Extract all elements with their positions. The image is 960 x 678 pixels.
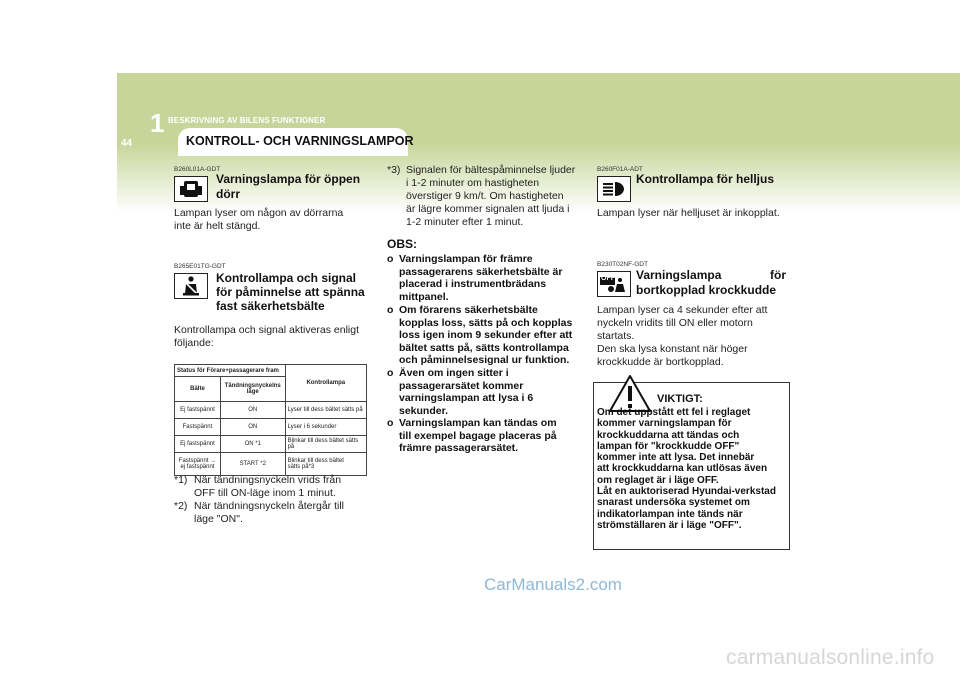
footnote-3-line: är lägre kommer signalen att ljuda i [406, 203, 570, 215]
obs-line: främre passagerarsätet. [399, 442, 519, 455]
table-row [175, 402, 367, 419]
door-open-icon [174, 176, 208, 202]
warning-line: krockkuddarna att tändas och [597, 429, 740, 441]
obs-title: OBS: [387, 237, 417, 251]
chapter-title: BESKRIVNING AV BILENS FUNKTIONER [168, 116, 326, 125]
footnote-1-marker: *1) [174, 474, 188, 486]
table-cell-belt [175, 453, 221, 476]
chapter-number: 1 [150, 108, 165, 138]
table-cell-belt: Ej fastspännt [175, 402, 221, 419]
warning-text [597, 407, 785, 531]
door-heading-line1: Varningslampa för öppen [216, 172, 361, 186]
table-col-key [220, 377, 285, 402]
obs-line: Varningslampan för främre [399, 253, 533, 265]
footnote-2-marker: *2) [174, 500, 188, 512]
belt-heading-line1: Kontrollampa och signal [216, 271, 357, 285]
airbag-body-line: Den ska lysa konstant när höger [597, 343, 748, 355]
warning-line: om reglaget är i läge OFF. [597, 474, 719, 486]
obs-item-3 [387, 367, 577, 417]
obs-line: Varningslampan kan tändas om [399, 417, 557, 429]
footnote-1-line2: OFF till ON-läge inom 1 minut. [194, 487, 336, 499]
obs-item-1 [387, 253, 577, 303]
table-col-belt: Bälte [175, 377, 221, 402]
airbag-body-line: Lampan lyser ca 4 sekunder efter att [597, 304, 768, 316]
footnote-3-marker: *3) [387, 164, 401, 176]
belt-heading-line3: fast säkerhetsbälte [216, 299, 325, 313]
table-cell-lamp: Blinkar till dess bältet sätts på [285, 436, 366, 453]
airbag-body-line: nyckeln vridits till ON eller motorn [597, 317, 753, 329]
obs-line: mittpanel. [399, 290, 449, 303]
table-group-header: Status för Förare+passagerare fram [175, 365, 286, 377]
table-col-key-line2: läge [246, 389, 259, 395]
obs-line: passagerarsätet kommer [399, 379, 524, 392]
airbag-heading-line1: Varningslampa för [636, 268, 786, 282]
headlight-heading: Kontrollampa för helljus [636, 172, 775, 186]
section-title: KONTROLL- OCH VARNINGSLAMPOR [186, 134, 414, 148]
obs-item-2 [387, 304, 577, 367]
warning-line: strömställaren är i läge "OFF". [597, 519, 742, 531]
footnote-3-line: överstiger 9 km/t. Om hastigheten [406, 190, 564, 202]
warning-line: kommer varningslampan för [597, 418, 732, 430]
obs-line: Även om ingen sitter i [399, 367, 509, 379]
footnote-3-line: 1-2 minuter efter 1 minut. [406, 216, 524, 228]
table-cell-belt: Ej fastspännt [175, 436, 221, 453]
table-col-lamp: Kontrollampa [285, 365, 366, 402]
warning-line: indikatorlampan inte tänds när [597, 508, 743, 520]
warning-line: Låt en auktoriserad Hyundai-verkstad [597, 486, 776, 498]
belt-section-code: B265E01TG-GDT [174, 263, 226, 270]
obs-line: bältet satts på, sätts kontrollampa [399, 341, 569, 354]
airbag-section-code: B230T02NF-GDT [597, 261, 648, 268]
footnote-1-line1: När tändningsnyckeln vrids från [194, 474, 342, 486]
table-cell-belt-line2: ej fastspännt [180, 464, 215, 470]
warning-line: kommer inte att lysa. Det innebär [597, 452, 755, 464]
seatbelt-icon [174, 273, 208, 299]
obs-item-4 [387, 417, 577, 455]
bullet: o [387, 253, 394, 265]
obs-line: och påminnelsesignal ur funktion. [399, 354, 570, 367]
airbag-heading-line2: bortkopplad krockkudde [636, 283, 777, 297]
footnote-2-line2: läge "ON". [194, 513, 243, 525]
obs-line: kopplas loss, sätts på och kopplas [399, 316, 573, 329]
page-number: 44 [121, 138, 133, 149]
door-section-code: B260L01A-GDT [174, 166, 221, 173]
table-cell-key: ON [220, 402, 285, 419]
table-cell-belt-line1: Fastspännt → [178, 458, 217, 464]
table-cell-lamp: Lyser till dess bältet sätts på [285, 402, 366, 419]
airbag-icon-label: OFF [601, 275, 615, 282]
table-cell-lamp-line2: sätts på*3 [287, 464, 315, 470]
obs-line: passagerarens säkerhetsbälte är [399, 265, 563, 278]
footer-watermark: carmanualsonline.info [726, 646, 935, 669]
headlight-body: Lampan lyser när helljuset är inkopplat. [597, 207, 780, 219]
warning-line: Om det uppstått ett fel i reglaget [597, 407, 751, 418]
footnote-3-line: Signalen för bältespåminnelse ljuder [406, 164, 576, 176]
bullet: o [387, 367, 394, 379]
footnote-2-line1: När tändningsnyckeln återgår till [194, 500, 344, 512]
headlight-section-code: B260F01A-ADT [597, 166, 643, 173]
warning-line: lampan för "krockkudde OFF" [597, 440, 740, 452]
belt-body-line2: följande: [174, 337, 214, 349]
table-row [175, 419, 367, 436]
obs-line: till exempel bagage placeras på [399, 429, 557, 442]
obs-line: placerad i instrumentbrädans [399, 278, 547, 291]
bullet: o [387, 417, 394, 429]
door-body-line2: inte är helt stängd. [174, 220, 261, 232]
belt-body-line1: Kontrollampa och signal aktiveras enligt [174, 324, 360, 336]
table-cell-belt: Fastspännt [175, 419, 221, 436]
obs-line: varningslampan att lysa i 6 [399, 392, 534, 405]
obs-line: loss igen inom 9 sekunder efter att [399, 329, 573, 342]
footnote-3-line: i 1-2 minuter om hastigheten [406, 177, 540, 189]
table-row [175, 453, 367, 476]
table-cell-lamp: Lyser i 6 sekunder [285, 419, 366, 436]
door-heading-line2: dörr [216, 187, 240, 201]
warning-line: att krockkuddarna kan utlösas även [597, 463, 768, 475]
belt-status-table [174, 364, 367, 476]
table-cell-lamp [285, 453, 366, 476]
airbag-body-line: krockkudde är bortkopplad. [597, 356, 724, 368]
airbag-body-line: startats. [597, 330, 635, 342]
obs-line: sekunder. [399, 404, 449, 417]
obs-line: Om förarens säkerhetsbälte [399, 304, 538, 316]
table-cell-key: ON *1 [220, 436, 285, 453]
table-col-key-line1: Tändningsnyckelns [224, 383, 281, 389]
bullet: o [387, 304, 394, 316]
warning-title: VIKTIGT: [657, 393, 703, 405]
table-cell-key: ON [220, 419, 285, 436]
site-watermark[interactable]: CarManuals2.com [484, 575, 622, 594]
belt-heading-line2: för påminnelse att spänna [216, 285, 365, 299]
high-beam-icon [597, 176, 631, 202]
door-body-line1: Lampan lyser om någon av dörrarna [174, 207, 344, 219]
table-cell-key: START *2 [220, 453, 285, 476]
table-row [175, 436, 367, 453]
warning-line: snarast undersöka systemet om [597, 497, 750, 509]
table-cell-lamp-line1: Blinkar till dess bältet [287, 458, 344, 464]
